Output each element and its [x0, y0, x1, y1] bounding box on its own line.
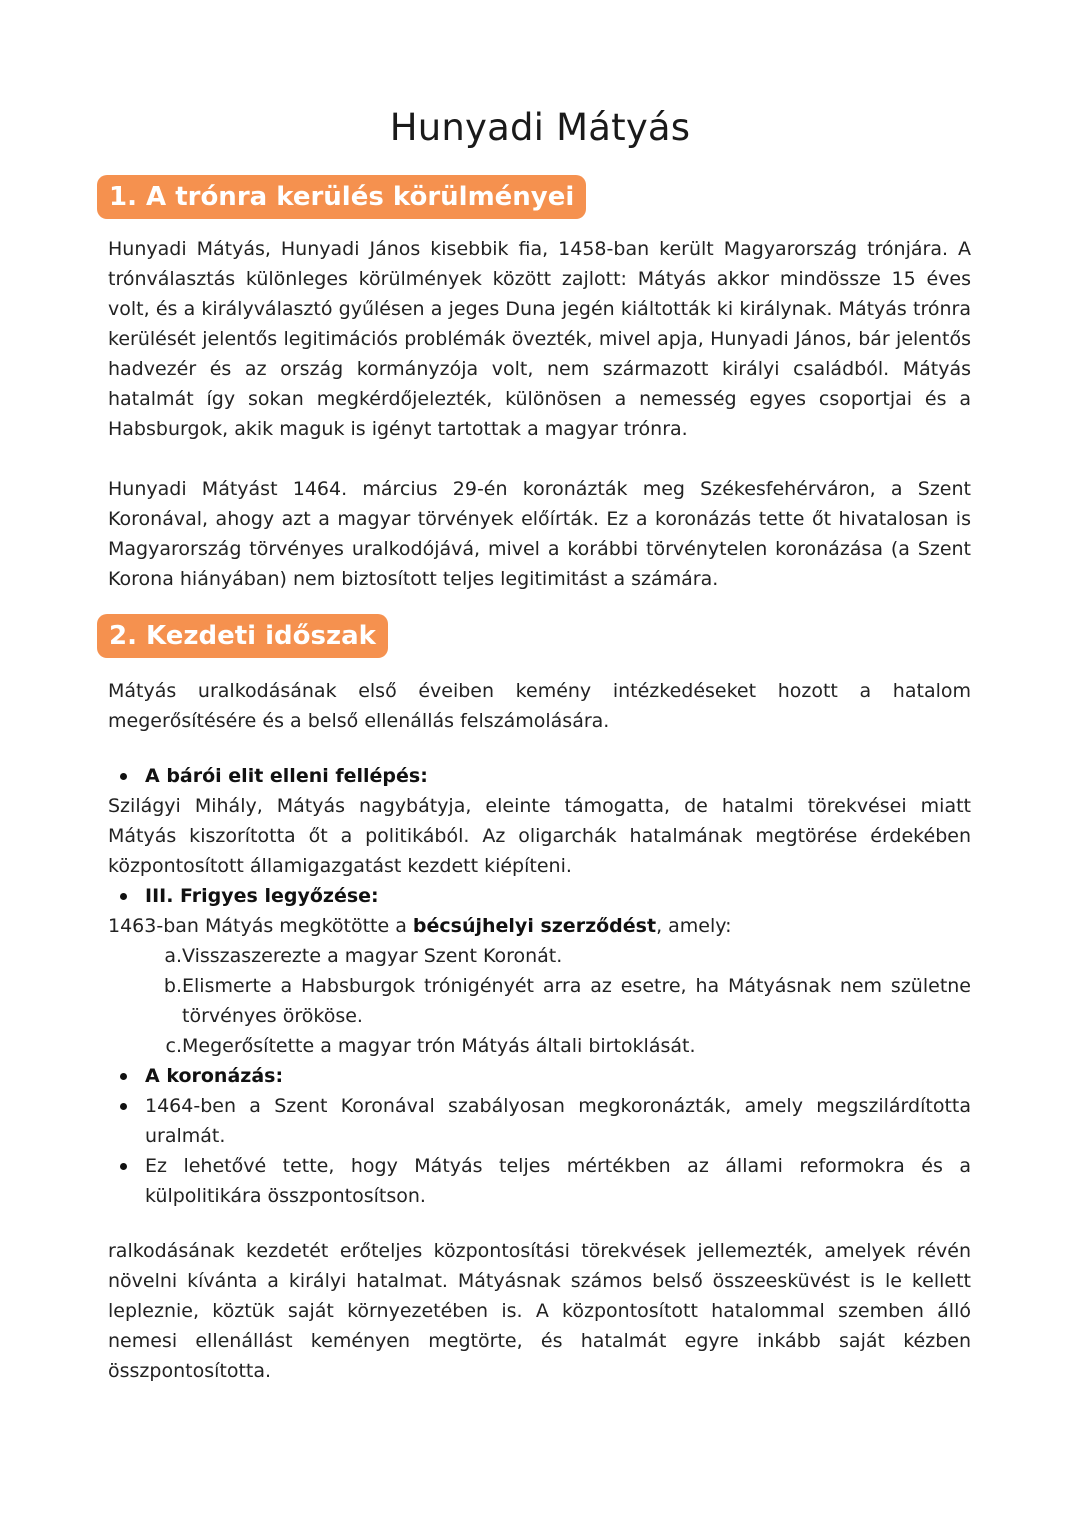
- bullet-frigyes-label: III. Frigyes legyőzése:: [145, 885, 379, 907]
- section-heading-2: 2. Kezdeti időszak: [97, 614, 388, 658]
- list-item: [160, 1031, 971, 1061]
- treaty-pre: 1463-ban Mátyás megkötötte a: [108, 915, 413, 937]
- bullet-text: 1464-ben a Szent Koronával szabályosan megkoronázták, amely megszilárdította uralmát.: [145, 1095, 971, 1147]
- section-heading-1: 1. A trónra kerülés körülményei: [97, 175, 586, 219]
- treaty-line: [108, 911, 732, 941]
- treaty-post: , amely:: [656, 915, 732, 937]
- bullet-koronazas: [120, 1061, 283, 1091]
- list-marker: a.: [164, 945, 182, 967]
- treaty-name: bécsújhelyi szerződést: [412, 915, 657, 937]
- bullet-baroi-elit-text: Szilágyi Mihály, Mátyás nagybátyja, eleinte támogatta, de hatalmi törekvései miatt Mátyás kiszorította őt a politikából. Az oligarchák hatalmának megtörése érdekében központosított államigazgatást kezdett kiépíteni.: [108, 795, 971, 877]
- bullet-reformok: [120, 1151, 971, 1211]
- list-marker: b.: [163, 975, 182, 997]
- bullet-baroi-elit-label: A bárói elit elleni fellépés:: [145, 765, 428, 787]
- bullet-frigyes: [120, 881, 379, 911]
- bullet-text: Ez lehetővé tette, hogy Mátyás teljes mértékben az állami reformokra és a külpolitikára összpontosítson.: [145, 1155, 971, 1207]
- bullet-koronazas-label: A koronázás:: [145, 1065, 284, 1087]
- list-item-text: Megerősítette a magyar trón Mátyás általi birtoklását.: [182, 1035, 696, 1057]
- section1-paragraph-1: Hunyadi Mátyás, Hunyadi János kisebbik fia, 1458-ban került Magyarország trónjára. A trónválasztás különleges körülmények között zajlott: Mátyás akkor mindössze 15 éves volt, és a királyválasztó gyűlésen a jeges Duna jegén kiáltották ki királynak. Mátyás trónra kerülését jelentős legitimációs problémák övezték, mivel apja, Hunyadi János, bár jelentős hadvezér és az ország kormányzója volt, nem származott királyi családból. Mátyás hatalmát így sokan megkérdőjelezték, különösen a nemesség egyes csoportjai és a Habsburgok, akik maguk is igényt tartottak a magyar trónra.: [108, 238, 971, 440]
- list-item-text: Visszaszerezte a magyar Szent Koronát.: [182, 945, 563, 967]
- section1-paragraph-2: Hunyadi Mátyást 1464. március 29-én koronázták meg Székesfehérváron, a Szent Koronával, ahogy azt a magyar törvények előírták. Ez a koronázás tette őt hivatalosan is Magyarország törvényes uralkodójává, mivel a korábbi törvénytelen koronázása (a Szent Korona hiányában) nem biztosított teljes legitimitást a számára.: [108, 478, 971, 590]
- bullet-baroi-elit: [120, 761, 428, 791]
- section2-intro: Mátyás uralkodásának első éveiben kemény intézkedéseket hozott a hatalom megerősítésére és a belső ellenállás felszámolására.: [108, 680, 971, 732]
- page-title: Hunyadi Mátyás: [389, 106, 691, 149]
- list-item: [160, 941, 971, 971]
- list-marker: c.: [165, 1035, 182, 1057]
- list-item: [160, 971, 971, 1031]
- closing-paragraph: ralkodásának kezdetét erőteljes központosítási törekvések jellemezték, amelyek révén növelni kívánta a királyi hatalmat. Mátyásnak számos belső összeesküvést is le kellett lepleznie, köztük saját környezetében is. A központosított hatalommal szemben álló nemesi ellenállást keményen megtörte, és hatalmát egyre inkább saját kézben összpontosította.: [108, 1240, 971, 1382]
- bullet-koronazas-1464: [120, 1091, 971, 1151]
- list-item-text: Elismerte a Habsburgok trónigényét arra az esetre, ha Mátyásnak nem születne törvényes örököse.: [182, 975, 971, 1027]
